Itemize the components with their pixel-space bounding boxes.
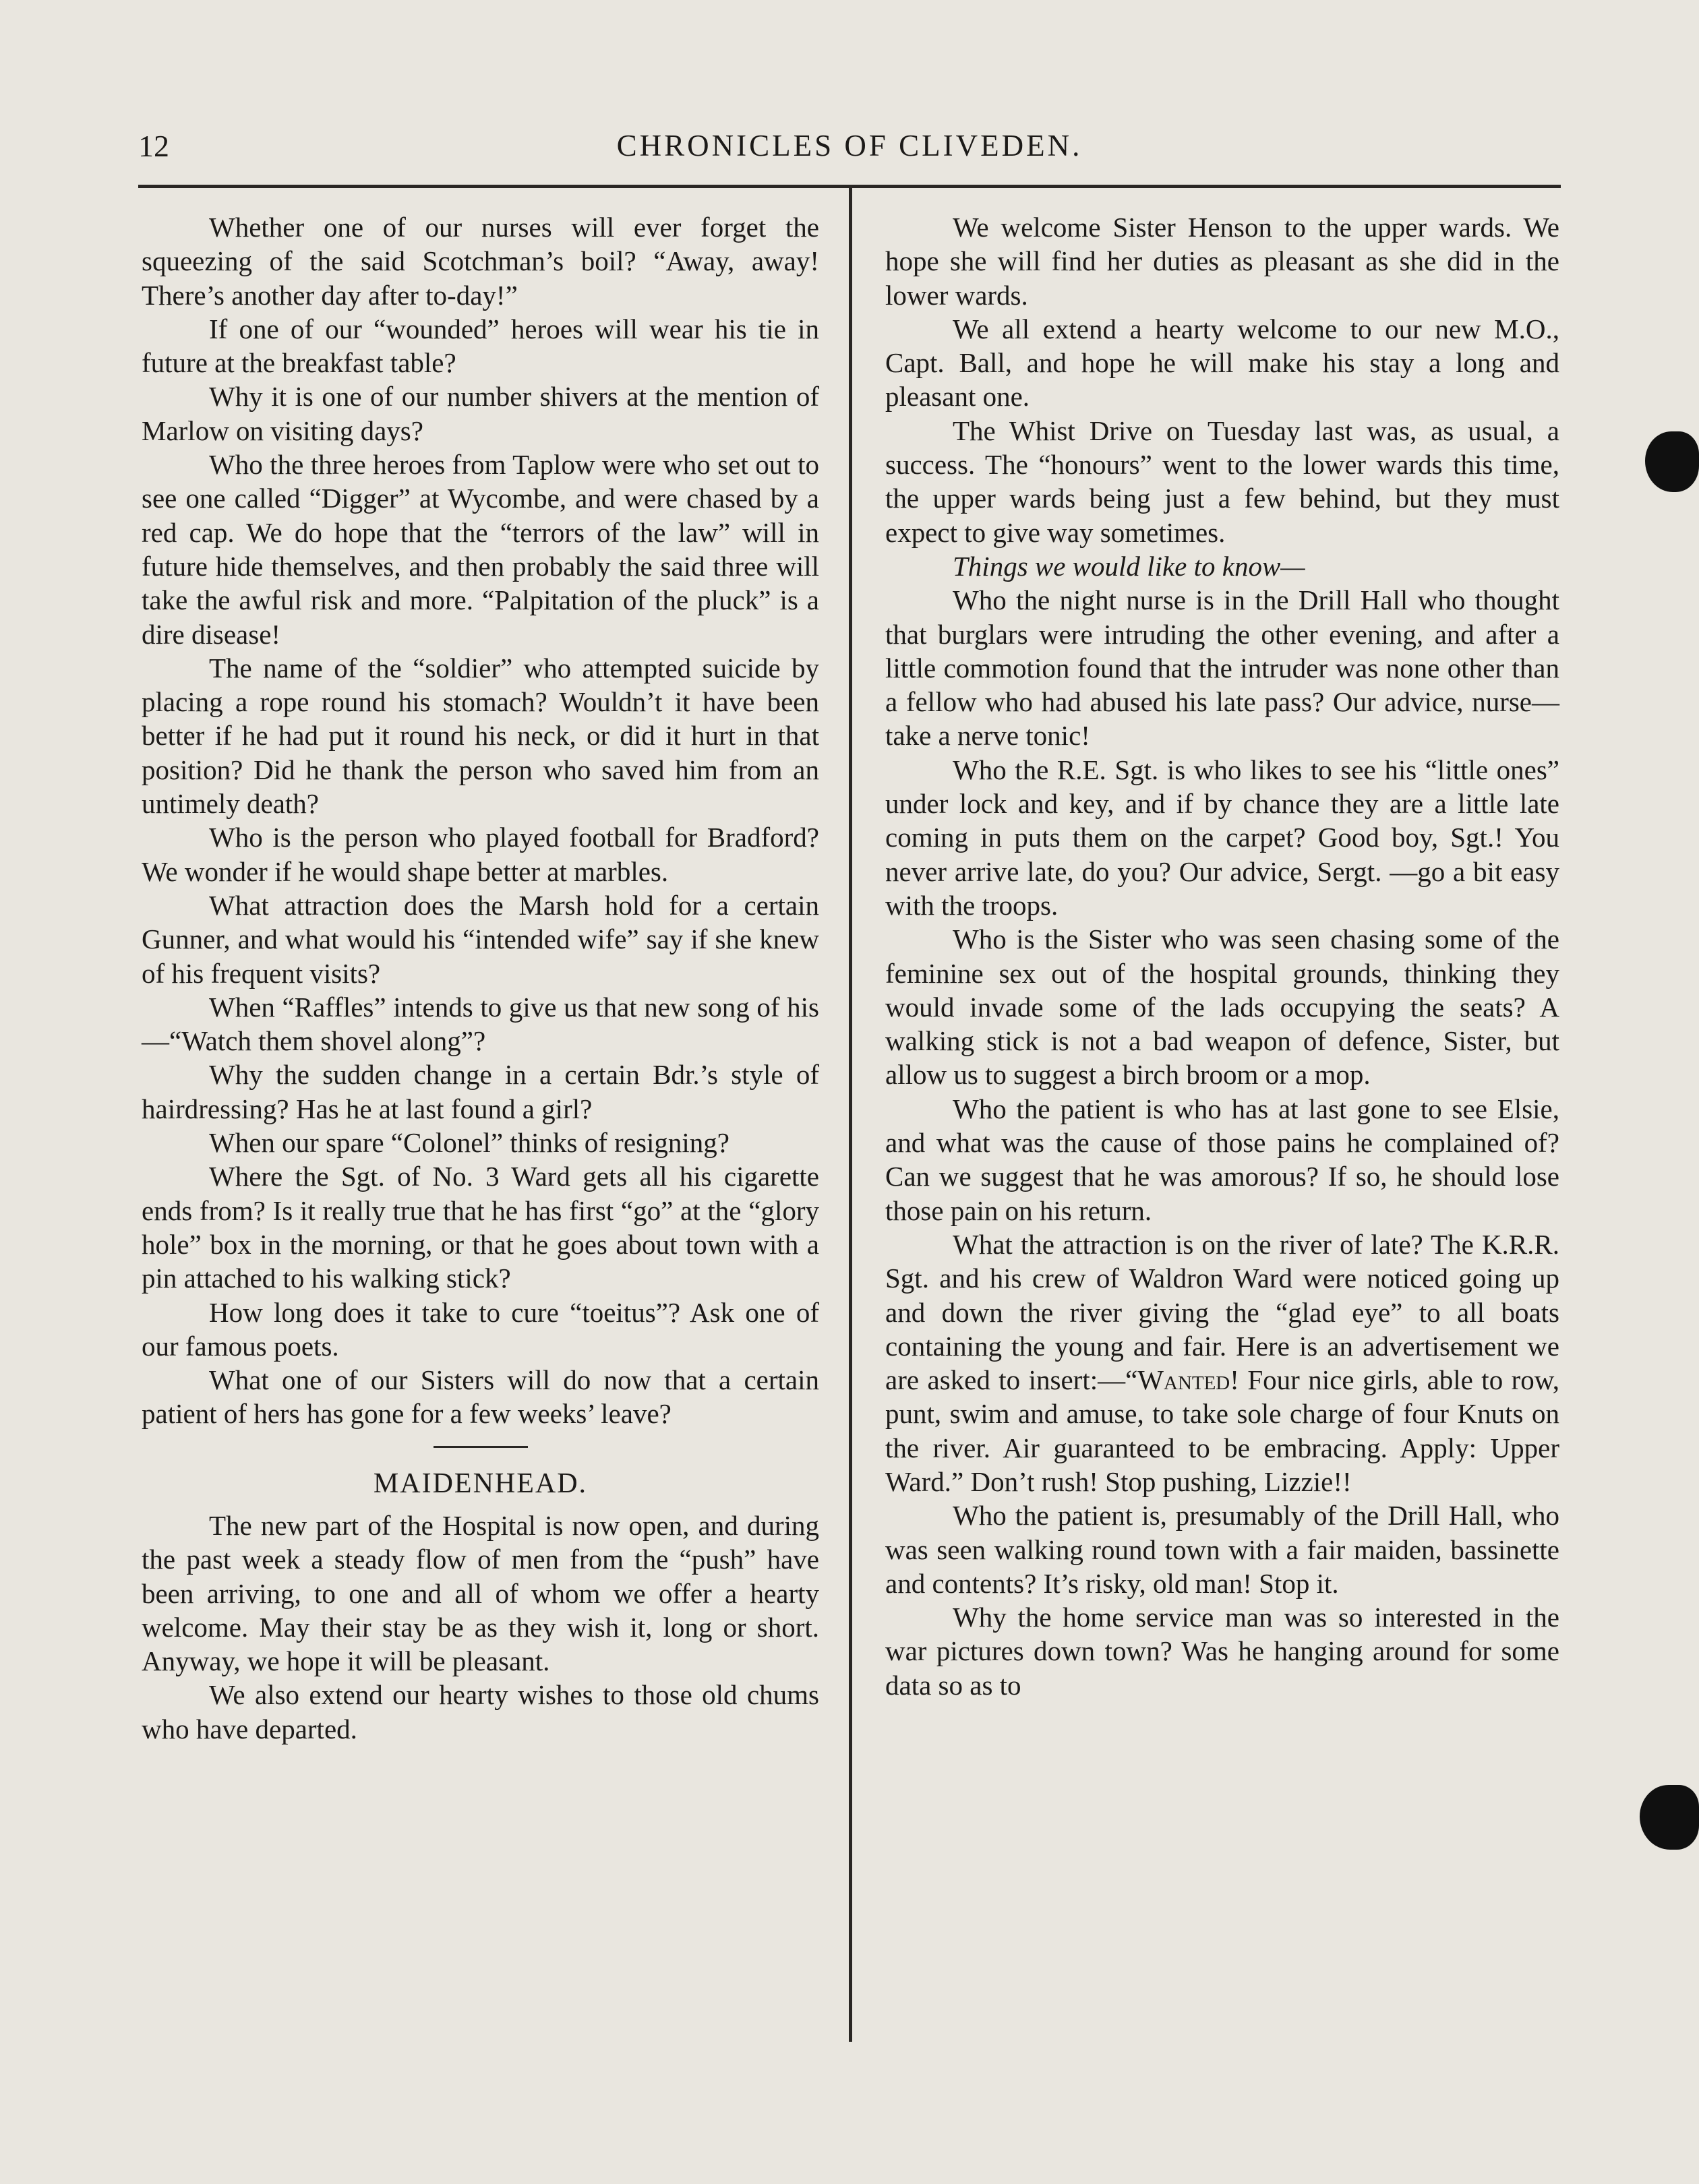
- paragraph: The Whist Drive on Tuesday last was, as usual, a success. The “honours” went to the lower wards this time, the upper wards being just a few behind, but they must expect to give way sometimes.: [885, 415, 1559, 548]
- paragraph: When “Raffles” intends to give us that new song of his—“Watch them shovel along”?: [142, 991, 819, 1057]
- paragraph: Who is the person who played football for Bradford? We wonder if he would shape better at marbles.: [142, 822, 819, 887]
- paragraph: The name of the “soldier” who attempted suicide by placing a rope round his stomach? Wouldn’t it have been better if he had put it round his neck, or did it hurt in that position? Did he thank the person who saved him from an untimely death?: [142, 652, 819, 820]
- paragraph: When our spare “Colonel” thinks of resigning?: [209, 1127, 729, 1159]
- running-title: CHRONICLES OF CLIVEDEN.: [616, 129, 1083, 162]
- paragraph: Who the night nurse is in the Drill Hall who thought that burglars were intruding the other evening, and after a little commotion found that the intruder was none other than a fellow who had abused his late pass? Our advice, nurse—take a nerve tonic!: [885, 584, 1559, 752]
- section-heading: MAIDENHEAD.: [373, 1467, 588, 1499]
- right-column: [885, 210, 1559, 1702]
- paragraph: Who the patient is, presumably of the Drill Hall, who was seen walking round town with a fair maiden, bassinette and contents? It’s risky, old man! Stop it.: [885, 1500, 1559, 1599]
- page-number: 12: [138, 129, 169, 163]
- paragraph: Why the sudden change in a certain Bdr.’s style of hairdressing? Has he at last found a girl?: [142, 1059, 819, 1124]
- paragraph: Why the home service man was so interested in the war pictures down town? Was he hanging around for some data so as to: [885, 1602, 1559, 1701]
- section-divider-rule: [434, 1446, 528, 1448]
- paragraph: We welcome Sister Henson to the upper wards. We hope she will find her duties as pleasant as she did in the lower wards.: [885, 212, 1559, 311]
- subheading: Things we would like to know—: [953, 550, 1305, 582]
- page-header: [138, 128, 1561, 175]
- paragraph: Where the Sgt. of No. 3 Ward gets all his cigarette ends from? Is it really true that he has first “go” at the “glory hole” box in the morning, or that he goes about town with a pin attached to his walking stick?: [142, 1161, 819, 1294]
- paragraph: Who the three heroes from Taplow were who set out to see one called “Digger” at Wycombe, and were chased by a red cap. We do hope that the “terrors of the law” will in future hide themselves, and then probably the said three will take the awful risk and more. “Palpitation of the pluck” is a dire disease!: [142, 449, 819, 650]
- ad-wanted-word: Wanted: [1137, 1364, 1230, 1396]
- paragraph: Why it is one of our number shivers at the mention of Marlow on visiting days?: [142, 381, 819, 446]
- column-divider-rule: [849, 185, 852, 2042]
- paragraph: Whether one of our nurses will ever forget the squeezing of the said Scotchman’s boil? “Away, away! There’s another day after to-day!”: [142, 212, 819, 311]
- punch-hole: [1640, 1785, 1699, 1850]
- paragraph: How long does it take to cure “toeitus”? Ask one of our famous poets.: [142, 1296, 819, 1362]
- punch-hole: [1645, 431, 1699, 492]
- paragraph: What one of our Sisters will do now that a certain patient of hers has gone for a few weeks’ leave?: [142, 1364, 819, 1430]
- paragraph: Who the patient is who has at last gone to see Elsie, and what was the cause of those pains he complained of? Can we suggest that he was amorous? If so, he should lose those pain on his return.: [885, 1093, 1559, 1226]
- paragraph: The new part of the Hospital is now open, and during the past week a steady flow of men from the “push” have been arriving, to one and all of whom we offer a hearty welcome. May their stay be as they wish it, long or short. Anyway, we hope it will be pleasant.: [142, 1509, 819, 1677]
- paragraph: We also extend our hearty wishes to those old chums who have departed.: [142, 1679, 819, 1745]
- paragraph: If one of our “wounded” heroes will wear his tie in future at the breakfast table?: [142, 313, 819, 379]
- paragraph: What attraction does the Marsh hold for a certain Gunner, and what would his “intended wife” say if she knew of his frequent visits?: [142, 889, 819, 989]
- advertisement-paragraph: [885, 1227, 1559, 1498]
- ad-text-after: ! Four nice girls, able to row, punt, swim and amuse, to take sole charge of four Knuts on the river. Air guaranteed to be embracing. Apply: Upper Ward.” Don’t rush! Stop pushing, Lizzie!!: [885, 1364, 1559, 1497]
- left-column: [142, 210, 819, 1746]
- paragraph: We all extend a hearty welcome to our new M.O., Capt. Ball, and hope he will make his stay a long and pleasant one.: [885, 313, 1559, 413]
- paragraph: Who is the Sister who was seen chasing some of the feminine sex out of the hospital grounds, thinking they would invade some of the lads occupying the seats? A walking stick is not a bad weapon of defence, Sister, but allow us to suggest a birch broom or a mop.: [885, 923, 1559, 1091]
- paragraph: Who the R.E. Sgt. is who likes to see his “little ones” under lock and key, and if by chance they are a little late coming in puts them on the carpet? Good boy, Sgt.! You never arrive late, do you? Our advice, Sergt. —go a bit easy with the troops.: [885, 754, 1559, 921]
- ad-text-before: What the attraction is on the river of late? The K.R.R. Sgt. and his crew of Waldron Ward were noticed going up and down the river giving the “glad eye” to all boats containing the young and fair. Here is an advertisement we are asked to insert:—“: [885, 1228, 1559, 1396]
